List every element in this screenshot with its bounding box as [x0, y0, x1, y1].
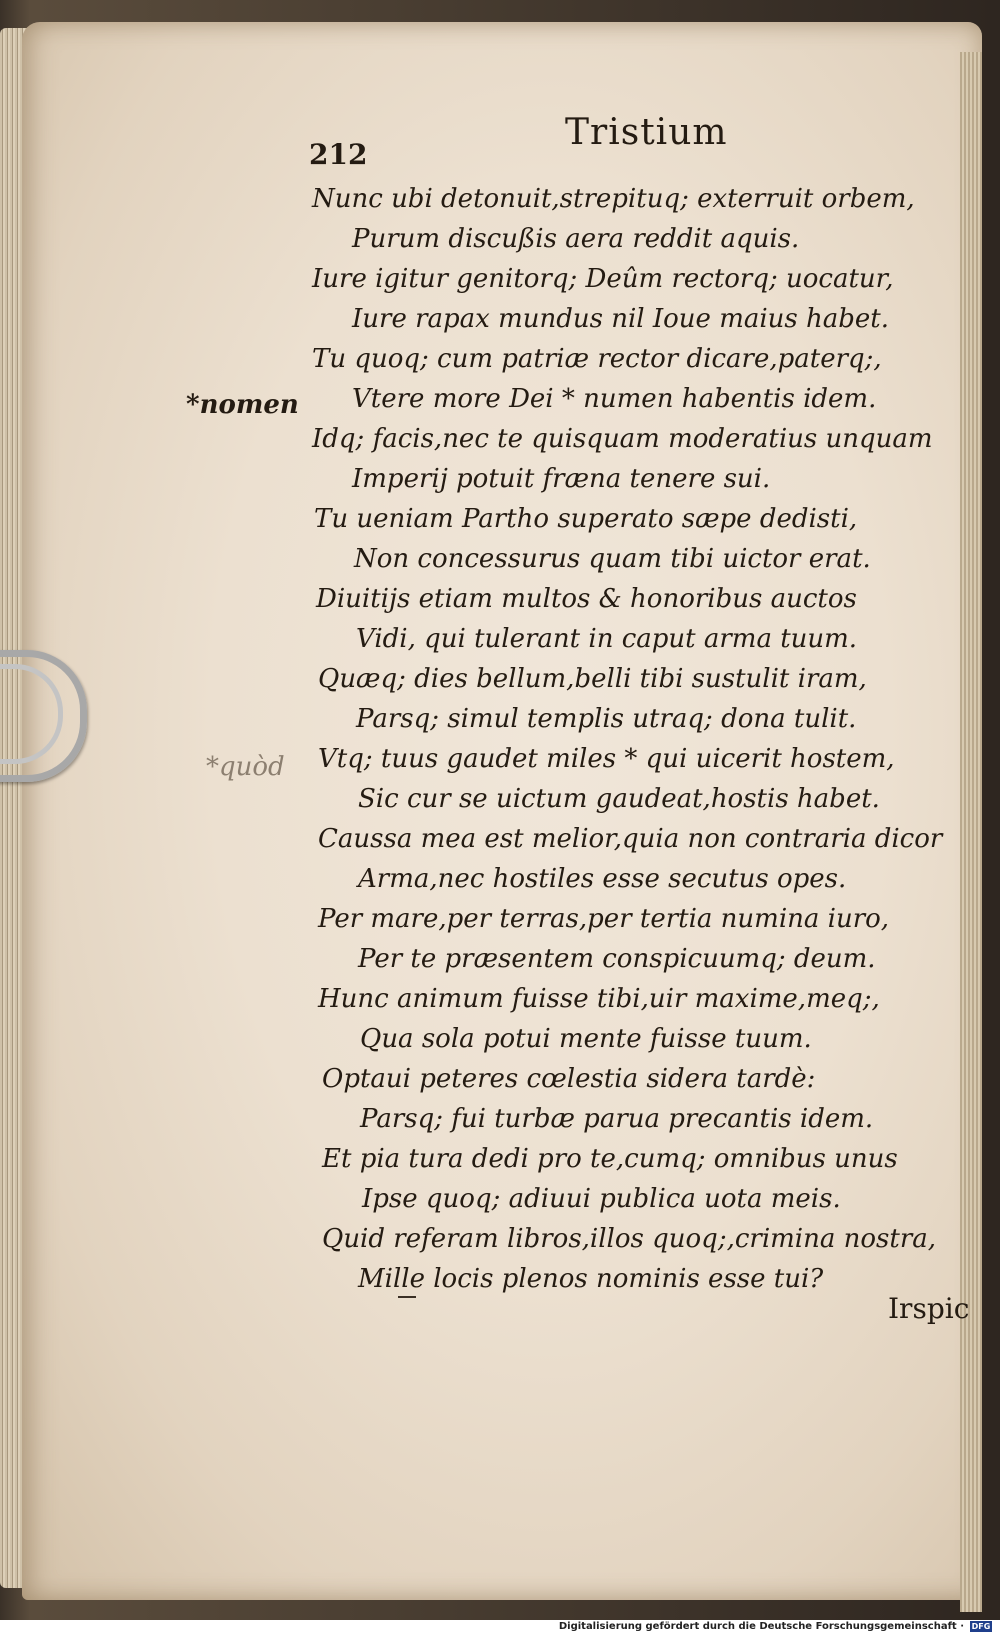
verse-line: Quid referam libros,illos quoq;,crimina nostra,: [322, 1224, 937, 1254]
verse-line: Caussa mea est melior,quia non contraria dicor: [318, 824, 943, 854]
running-title: Tristium: [565, 112, 728, 153]
verse-line: Idq; facis,nec te quisquam moderatius unquam: [312, 424, 933, 454]
page-edges-right: [960, 52, 982, 1612]
verse-line: Optaui peteres cœlestia sidera tardè:: [322, 1064, 816, 1094]
verse-line: Sic cur se uictum gaudeat,hostis habet.: [358, 784, 880, 814]
dfg-logo-icon: DFG: [971, 1622, 991, 1631]
verse-line: Vidi, qui tulerant in caput arma tuum.: [356, 624, 858, 654]
verse-line: Per te præsentem conspicuumq; deum.: [358, 944, 876, 974]
verse-line: Qua sola potui mente fuisse tuum.: [360, 1024, 812, 1054]
verse-line: Mille locis plenos nominis esse tui?: [358, 1264, 824, 1294]
verse-line: Et pia tura dedi pro te,cumq; omnibus unus: [322, 1144, 898, 1174]
verse-line: Arma,nec hostiles esse secutus opes.: [358, 864, 847, 894]
margin-note: *quòd: [206, 752, 285, 782]
verse-line: Nunc ubi detonuit,strepituq; exterruit orbem,: [312, 184, 915, 214]
catchword: Irspic: [888, 1292, 970, 1325]
verse-line: Purum discußis aera reddit aquis.: [352, 224, 800, 254]
footer-credit: Digitalisierung gefördert durch die Deutsche Forschungsgemeinschaft ·: [558, 1621, 964, 1632]
verse-line: Iure rapax mundus nil Ioue maius habet.: [352, 304, 890, 334]
verse-line: Ipse quoq; adiuui publica uota meis.: [362, 1184, 841, 1214]
verse-line: Imperij potuit fræna tenere sui.: [352, 464, 771, 494]
margin-note: *nomen: [186, 390, 299, 420]
verse-line: Non concessurus quam tibi uictor erat.: [354, 544, 871, 574]
verse-line: Quæq; dies bellum,belli tibi sustulit iram,: [318, 664, 867, 694]
page-number: 212: [309, 138, 368, 171]
verse-line: Hunc animum fuisse tibi,uir maxime,meq;,: [318, 984, 880, 1014]
verse-line: Per mare,per terras,per tertia numina iuro,: [318, 904, 890, 934]
verse-line: Parsq; fui turbæ parua precantis idem.: [360, 1104, 874, 1134]
verse-line: Vtq; tuus gaudet miles * qui uicerit hostem,: [318, 744, 895, 774]
catchword-rule: [398, 1296, 416, 1298]
verse-line: Tu ueniam Partho superato sæpe dedisti,: [314, 504, 858, 534]
verse-line: Vtere more Dei * numen habentis idem.: [352, 384, 877, 414]
verse-line: Tu quoq; cum patriæ rector dicare,paterq;,: [312, 344, 882, 374]
verse-line: Iure igitur genitorq; Deûm rectorq; uocatur,: [312, 264, 894, 294]
verse-line: Diuitijs etiam multos & honoribus auctos: [316, 584, 857, 614]
verse-line: Parsq; simul templis utraq; dona tulit.: [356, 704, 857, 734]
